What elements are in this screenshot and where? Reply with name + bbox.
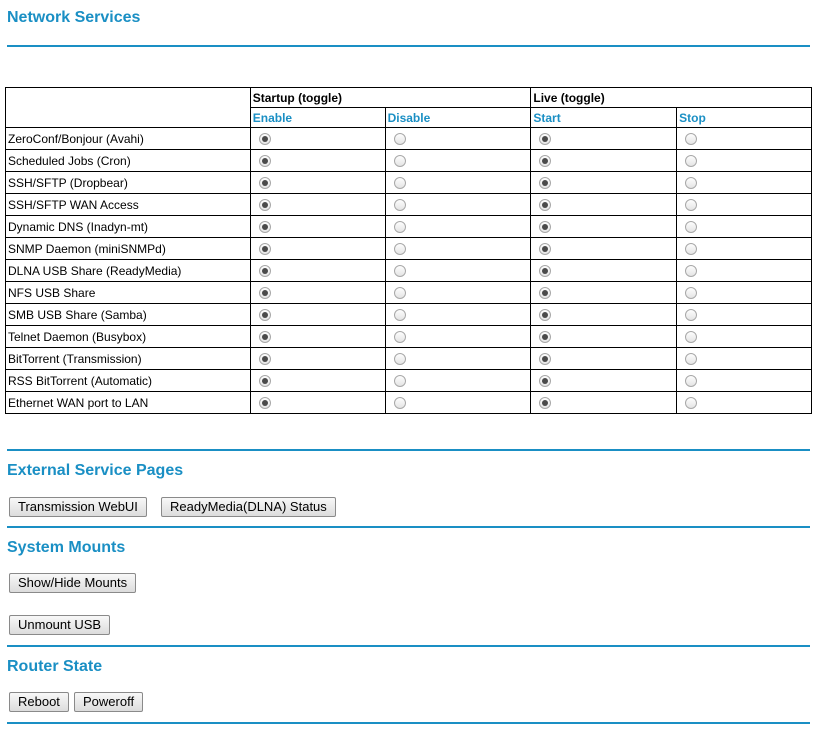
- live-group-header: Live (toggle): [531, 88, 812, 108]
- enable-radio[interactable]: [259, 199, 271, 211]
- stop-radio[interactable]: [685, 287, 697, 299]
- stop-cell: [677, 260, 812, 282]
- stop-cell: [677, 348, 812, 370]
- enable-cell: [250, 260, 385, 282]
- enable-radio[interactable]: [259, 265, 271, 277]
- start-radio[interactable]: [539, 287, 551, 299]
- start-radio[interactable]: [539, 353, 551, 365]
- service-name: DLNA USB Share (ReadyMedia): [6, 260, 251, 282]
- table-row: [6, 370, 812, 392]
- enable-cell: [250, 194, 385, 216]
- stop-cell: [677, 216, 812, 238]
- divider: [7, 526, 810, 528]
- table-row: [6, 238, 812, 260]
- disable-cell: [385, 304, 531, 326]
- services-table-body: [6, 128, 812, 414]
- disable-radio[interactable]: [394, 287, 406, 299]
- table-row: [6, 194, 812, 216]
- stop-cell: [677, 282, 812, 304]
- enable-cell: [250, 392, 385, 414]
- enable-radio[interactable]: [259, 287, 271, 299]
- disable-radio[interactable]: [394, 353, 406, 365]
- disable-radio[interactable]: [394, 199, 406, 211]
- stop-radio[interactable]: [685, 133, 697, 145]
- disable-cell: [385, 172, 531, 194]
- enable-radio[interactable]: [259, 353, 271, 365]
- enable-radio[interactable]: [259, 309, 271, 321]
- table-row: [6, 216, 812, 238]
- stop-radio[interactable]: [685, 353, 697, 365]
- start-cell: [531, 282, 677, 304]
- start-radio[interactable]: [539, 133, 551, 145]
- start-cell: [531, 392, 677, 414]
- enable-cell: [250, 128, 385, 150]
- disable-cell: [385, 392, 531, 414]
- disable-cell: [385, 216, 531, 238]
- stop-cell: [677, 326, 812, 348]
- enable-cell: [250, 326, 385, 348]
- enable-cell: [250, 150, 385, 172]
- stop-cell: [677, 150, 812, 172]
- start-radio[interactable]: [539, 265, 551, 277]
- table-row: [6, 282, 812, 304]
- start-cell: [531, 260, 677, 282]
- start-cell: [531, 216, 677, 238]
- divider: [7, 45, 810, 47]
- service-name: SNMP Daemon (miniSNMPd): [6, 238, 251, 260]
- stop-cell: [677, 392, 812, 414]
- stop-cell: [677, 370, 812, 392]
- divider: [7, 722, 810, 724]
- start-cell: [531, 194, 677, 216]
- service-column-header: [6, 88, 251, 128]
- service-name: Dynamic DNS (Inadyn-mt): [6, 216, 251, 238]
- table-row: [6, 128, 812, 150]
- stop-radio[interactable]: [685, 397, 697, 409]
- start-radio[interactable]: [539, 199, 551, 211]
- start-column-header: Start: [531, 108, 677, 128]
- stop-radio[interactable]: [685, 265, 697, 277]
- start-radio[interactable]: [539, 331, 551, 343]
- disable-cell: [385, 238, 531, 260]
- disable-radio[interactable]: [394, 265, 406, 277]
- service-name: BitTorrent (Transmission): [6, 348, 251, 370]
- disable-radio[interactable]: [394, 221, 406, 233]
- stop-cell: [677, 238, 812, 260]
- disable-cell: [385, 150, 531, 172]
- disable-radio[interactable]: [394, 155, 406, 167]
- service-name: Scheduled Jobs (Cron): [6, 150, 251, 172]
- service-name: ZeroConf/Bonjour (Avahi): [6, 128, 251, 150]
- start-radio[interactable]: [539, 221, 551, 233]
- table-row: [6, 392, 812, 414]
- enable-radio[interactable]: [259, 221, 271, 233]
- enable-cell: [250, 282, 385, 304]
- stop-cell: [677, 304, 812, 326]
- stop-radio[interactable]: [685, 221, 697, 233]
- stop-radio[interactable]: [685, 155, 697, 167]
- start-radio[interactable]: [539, 177, 551, 189]
- service-name: RSS BitTorrent (Automatic): [6, 370, 251, 392]
- stop-radio[interactable]: [685, 199, 697, 211]
- router-state-title: Router State: [7, 658, 103, 675]
- network-services-table: [5, 87, 812, 414]
- start-radio[interactable]: [539, 309, 551, 321]
- enable-radio[interactable]: [259, 397, 271, 409]
- divider: [7, 645, 810, 647]
- disable-radio[interactable]: [394, 397, 406, 409]
- start-radio[interactable]: [539, 243, 551, 255]
- network-services-title: Network Services: [7, 9, 141, 26]
- transmission-webui-button[interactable]: Transmission WebUI: [9, 497, 147, 517]
- readymedia-status-button[interactable]: ReadyMedia(DLNA) Status: [161, 497, 336, 517]
- table-row: [6, 304, 812, 326]
- disable-radio[interactable]: [394, 309, 406, 321]
- disable-radio[interactable]: [394, 177, 406, 189]
- stop-radio[interactable]: [685, 177, 697, 189]
- disable-cell: [385, 282, 531, 304]
- disable-column-header: Disable: [385, 108, 531, 128]
- enable-cell: [250, 172, 385, 194]
- table-group-header-row: [6, 88, 812, 108]
- stop-radio[interactable]: [685, 243, 697, 255]
- system-mounts-title: System Mounts: [7, 539, 126, 556]
- reboot-button[interactable]: Reboot: [9, 692, 69, 712]
- enable-cell: [250, 216, 385, 238]
- external-service-pages-title: External Service Pages: [7, 462, 184, 479]
- disable-cell: [385, 260, 531, 282]
- start-cell: [531, 348, 677, 370]
- disable-radio[interactable]: [394, 375, 406, 387]
- disable-radio[interactable]: [394, 243, 406, 255]
- enable-cell: [250, 370, 385, 392]
- table-row: [6, 150, 812, 172]
- enable-radio[interactable]: [259, 331, 271, 343]
- disable-cell: [385, 128, 531, 150]
- unmount-usb-button[interactable]: Unmount USB: [9, 615, 110, 635]
- enable-cell: [250, 304, 385, 326]
- service-name: SMB USB Share (Samba): [6, 304, 251, 326]
- start-cell: [531, 172, 677, 194]
- table-row: [6, 172, 812, 194]
- stop-radio[interactable]: [685, 375, 697, 387]
- stop-column-header: Stop: [677, 108, 812, 128]
- start-radio[interactable]: [539, 155, 551, 167]
- show-hide-mounts-button[interactable]: Show/Hide Mounts: [9, 573, 136, 593]
- stop-radio[interactable]: [685, 331, 697, 343]
- table-row: [6, 326, 812, 348]
- service-name: SSH/SFTP (Dropbear): [6, 172, 251, 194]
- start-cell: [531, 326, 677, 348]
- start-cell: [531, 370, 677, 392]
- service-name: SSH/SFTP WAN Access: [6, 194, 251, 216]
- start-cell: [531, 238, 677, 260]
- enable-radio[interactable]: [259, 243, 271, 255]
- stop-cell: [677, 194, 812, 216]
- divider: [7, 449, 810, 451]
- stop-cell: [677, 172, 812, 194]
- start-radio[interactable]: [539, 397, 551, 409]
- start-cell: [531, 304, 677, 326]
- start-radio[interactable]: [539, 375, 551, 387]
- enable-radio[interactable]: [259, 155, 271, 167]
- start-cell: [531, 150, 677, 172]
- disable-radio[interactable]: [394, 331, 406, 343]
- disable-cell: [385, 370, 531, 392]
- service-name: Telnet Daemon (Busybox): [6, 326, 251, 348]
- disable-radio[interactable]: [394, 133, 406, 145]
- start-cell: [531, 128, 677, 150]
- service-name: NFS USB Share: [6, 282, 251, 304]
- table-row: [6, 260, 812, 282]
- poweroff-button[interactable]: Poweroff: [74, 692, 143, 712]
- enable-column-header: Enable: [250, 108, 385, 128]
- enable-cell: [250, 348, 385, 370]
- table-row: [6, 348, 812, 370]
- startup-group-header: Startup (toggle): [250, 88, 531, 108]
- enable-radio[interactable]: [259, 133, 271, 145]
- enable-radio[interactable]: [259, 375, 271, 387]
- enable-cell: [250, 238, 385, 260]
- service-name: Ethernet WAN port to LAN: [6, 392, 251, 414]
- stop-cell: [677, 128, 812, 150]
- disable-cell: [385, 194, 531, 216]
- disable-cell: [385, 348, 531, 370]
- stop-radio[interactable]: [685, 309, 697, 321]
- disable-cell: [385, 326, 531, 348]
- enable-radio[interactable]: [259, 177, 271, 189]
